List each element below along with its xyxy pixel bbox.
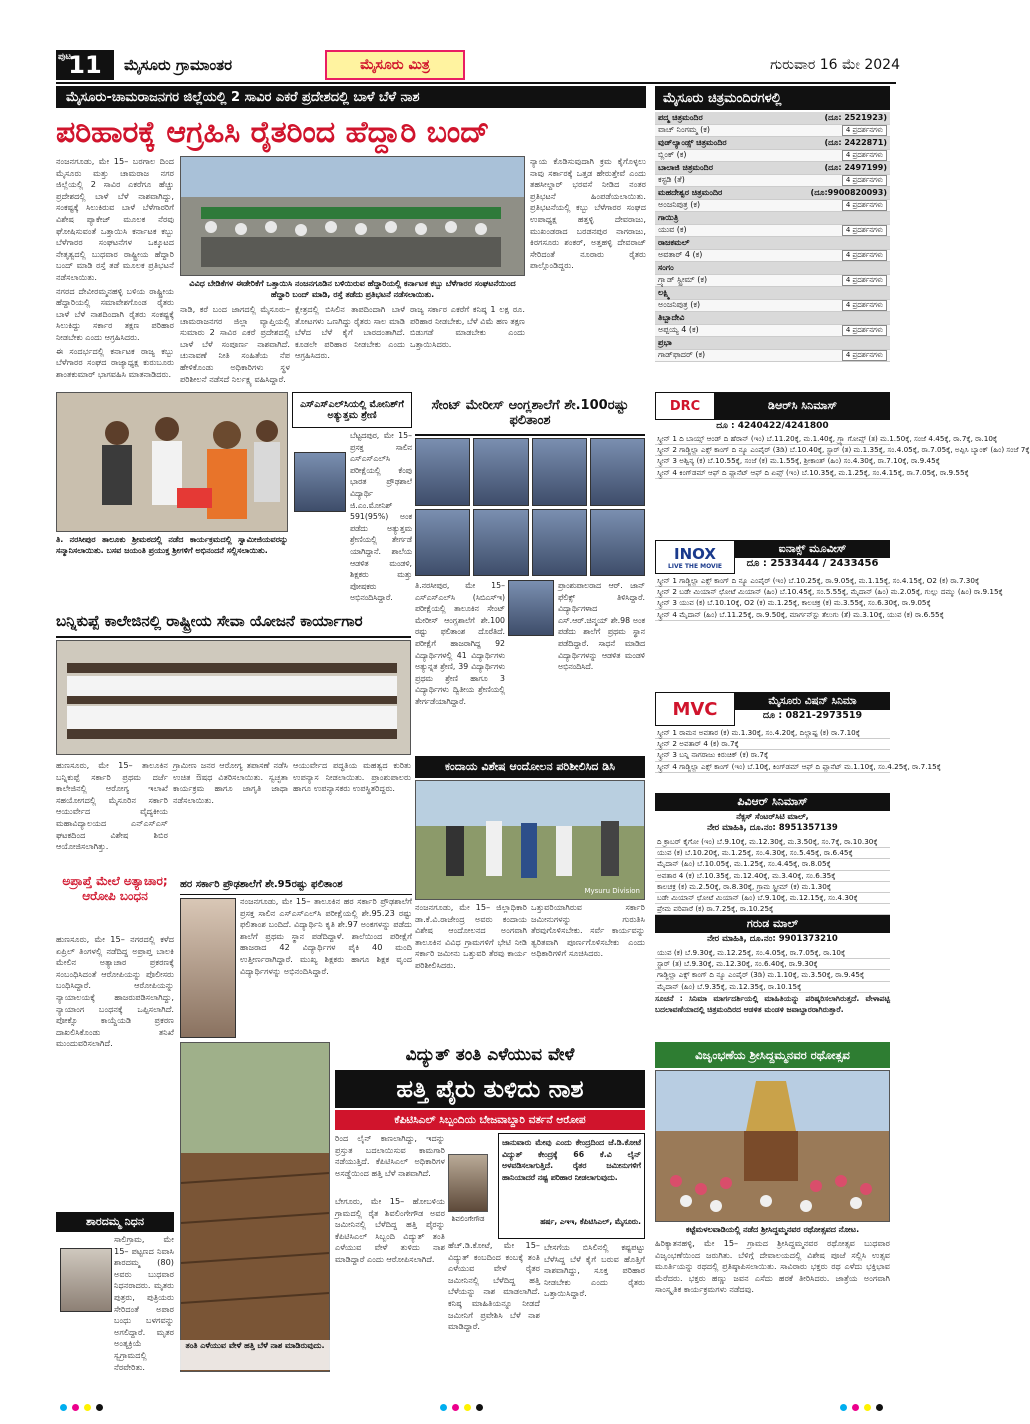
magenta-dot	[72, 1404, 79, 1411]
cinema-name-row	[655, 337, 890, 350]
color-registration-dots-right	[840, 1404, 883, 1411]
cotton-pull-quote-box	[498, 1133, 645, 1239]
shows-count-tag: 4 ಪ್ರದರ್ಶನಗಳು	[842, 175, 887, 186]
cotton-deck: ಕೆಪಿಟಿಸಿಎಲ್ ಸಿಬ್ಬಂದಿಯ ಬೇಜವಾಬ್ದಾರಿ ವರ್ತನೆ ಆರೋಪ	[335, 1110, 645, 1130]
cinema-show: ಗ್ರ್ಯಾಡ್ ಸ್ಟ್ರೀಮ್ (ಕ)	[658, 275, 708, 285]
screen-showtimes: ಸ್ಕ್ರೀನ್ 3 ಯುವ (ಕ) ಬೆ.10.10ಕ್ಕೆ, O2 (ಕ) ಮ.1.25ಕ್ಕೆ, ಕಾಲಚಕ್ರ (ಕ) ಮ.3.55ಕ್ಕೆ, ಸಂ.6.30ಕ್ಕೆ, ರಾ.9.05ಕ್ಕೆ	[655, 598, 890, 609]
screen-showtimes: ಸ್ಕ್ರೀನ್ 1 ದಿ ಬಾಯ್ಸ್ ಆಂಡ್ ದಿ ಹೆರಾನ್ (ಇಂ) ಬೆ.11.20ಕ್ಕೆ, ಮ.1.40ಕ್ಕೆ, ಗ್ರ್ಯಾ ಗೋಪ್ಸ್ (ತ) ಮ.1.50ಕ್ಕೆ, ಸಂಜೆ 4.45ಕ್ಕೆ, ರಾ.7ಕ್ಕೆ, ರಾ.10ಕ್ಕೆ	[655, 434, 890, 445]
black-dot	[476, 1404, 483, 1411]
cinema-show-row	[655, 350, 890, 363]
inox-tagline: LIVE THE MOVIE	[667, 562, 723, 570]
cinema-name-row	[655, 312, 890, 325]
nss-photo-illustration	[57, 641, 410, 754]
cinema-list	[655, 112, 890, 387]
cinema-phone: (ದೂ:9900820093)	[810, 187, 887, 197]
lead-column-4: ರಾಜ್ಯ ಸರ್ಕಾರ ಎಕರೆಗೆ ಕನಿಷ್ಠ 1 ಲಕ್ಷ ರೂ. ಪರಿಹಾರ ನೀಡಬೇಕು, ಬೆಳೆ ವಿಮೆ ಹಣ ತಕ್ಷಣ ಬಿಡುಗಡೆ ಮಾಡಬೇಕು ಎಂದು ಒತ್ತಾಯಿಸಿದರು.	[410, 304, 525, 349]
cinema-phone: (ದೂ: 2497199)	[824, 162, 887, 172]
garuda-phone: ನೇರ ಮಾಹಿತಿ, ದೂ.ನಂ: 9901373210	[707, 934, 838, 944]
shivalingegowda-photo	[448, 1154, 488, 1212]
drc-screens	[655, 434, 1030, 536]
shows-count-tag: 4 ಪ್ರದರ್ಶನಗಳು	[842, 200, 887, 211]
cinema-show-row	[655, 175, 890, 188]
pvr-screens	[655, 837, 890, 913]
shows-count-tag: 4 ಪ್ರದರ್ಶನಗಳು	[842, 300, 887, 311]
rathotsava-head: ವಿಜೃಂಭಣೆಯ ಶ್ರೀಸಿದ್ದಮ್ಮನವರ ರಥೋತ್ಸವ	[655, 1042, 890, 1068]
student-photo	[590, 438, 645, 506]
cinema-phone: (ದೂ: 2422871)	[824, 137, 887, 147]
cotton-field-photo	[180, 1042, 330, 1372]
screen-showtimes: ಕಾಲಚಕ್ರ (ಕ) ಮ.2.50ಕ್ಕೆ, ರಾ.8.30ಕ್ಕೆ, ಗ್ರಾಮ ಸ್ಟ್ರೀಮ್ (ಕ) ಮ.1.30ಕ್ಕೆ	[655, 882, 890, 893]
mvc-logo: MVC	[655, 692, 735, 726]
page-number: 11	[68, 51, 102, 79]
mvc-header	[655, 692, 890, 726]
nss-group-photo	[56, 640, 411, 755]
screen-showtimes: ಸ್ಕ್ರೀನ್ 2 ಅವತಾರ್ 4 (ಕ) ರಾ.7ಕ್ಕೆ	[655, 739, 890, 750]
nss-body: ಹುಣಸೂರು, ಮೇ 15– ತಾಲೂಕಿನ ಬನ್ನಿಕುಪ್ಪೆ ಸರ್ಕಾರಿ ಪ್ರಥಮ ದರ್ಜೆ ಕಾಲೇಜಿನಲ್ಲಿ ಆರೋಗ್ಯ ಇಲಾಖೆ ಸಹಯೋಗದಲ್ಲಿ ಮೈಸೂರಿನ ಸರ್ಕಾರಿ ಆಯುರ್ವೇದ ವೈದ್ಯಕೀಯ ಮಹಾವಿದ್ಯಾಲಯದ ಎನ್‌ಎಸ್‌ಎಸ್ ಘಟಕದಿಂದ ವಿಶೇಷ ಶಿಬಿರ ಆಯೋಜಿಸಲಾಗಿತ್ತು.	[56, 760, 168, 852]
lead-headline: ಪರಿಹಾರಕ್ಕೆ ಆಗ್ರಹಿಸಿ ರೈತರಿಂದ ಹೆದ್ದಾರಿ ಬಂದ್	[56, 114, 490, 150]
obit-body	[56, 1234, 174, 1374]
lead-para: ನಗರದ ದೇವೀರಮ್ಮನಹಳ್ಳಿ ಬಳಿಯ ರಾಷ್ಟ್ರೀಯ ಹೆದ್ದಾರಿಯಲ್ಲಿ ಸಮಾವೇಶಗೊಂಡ ರೈತರು ಬಾಳೆ ಬೆಳೆ ನಾಶದಿಂದಾಗಿ ರೈತರು ಸಂಕಷ್ಟಕ್ಕೆ ಸಿಲುಕಿದ್ದು ಸರ್ಕಾರ ತಕ್ಷಣ ಪರಿಹಾರ ನೀಡಬೇಕು ಎಂದು ಆಗ್ರಹಿಸಿದರು.	[56, 285, 174, 342]
mvc-name-block	[735, 692, 890, 726]
drc-logo: DRC	[655, 392, 715, 420]
stmarys-head: ಸೇಂಟ್‌ ಮೇರೀಸ್‌ ಆಂಗ್ಲಶಾಲೆಗೆ ಶೇ.100ರಷ್ಟು ಫಲಿತಾಂಶ	[415, 392, 645, 436]
cinema-name-row	[655, 137, 890, 150]
rathotsava-photo-illustration	[656, 1071, 889, 1221]
shows-count-tag: 4 ಪ್ರದರ್ಶನಗಳು	[842, 225, 887, 236]
student-photo	[532, 509, 587, 577]
student-photo	[415, 509, 470, 577]
screen-showtimes: ಗಾಡ್ಜಿಲ್ಲಾ ಎಕ್ಸ್ ಕಾಂಗ್ ದಿ ನ್ಯೂ ಎಂಪೈರ್ (3ಡಿ) ಮ.1.10ಕ್ಕೆ, ಮ.3.50ಕ್ಕೆ, ರಾ.9.45ಕ್ಕೆ	[655, 970, 890, 981]
protest-photo	[180, 156, 525, 276]
cinema-note: ಸೂಚನೆ : ಸಿನಿಮಾ ಮಾರ್ಗದರ್ಶಿಯಲ್ಲಿ ಮಾಹಿತಿಯನ್ನು ಪರಿಷ್ಕರಿಸಲಾಗಿರುತ್ತದೆ. ವೇಳಾಪಟ್ಟಿ ಬದಲಾವಣೆಯಾದಲ್ಲಿ ಚಿತ್ರಮಂದಿರದ ಆಡಳಿತ ಮಂಡಳಿ ಜವಾಬ್ದಾರರಾಗಿರುತ್ತಾರೆ.	[655, 994, 890, 1014]
screen-showtimes: ಸ್ಕ್ರೀನ್ 2 ಬಡೇ ಮಿಯಾನ್ ಛೋಟೆ ಮಿಯಾನ್ (ಹಿಂ) ಬೆ.10.45ಕ್ಕೆ, ಸಂ.5.55ಕ್ಕೆ, ಮೈದಾನ್ (ಹಿಂ) ಮ.2.05ಕ್ಕೆ, ಗುಲ್ಲು ದಮ್ಮು (ಹಿಂ) ರಾ.9.15ಕ್ಕೆ	[655, 587, 890, 598]
cinema-name-row	[655, 112, 890, 125]
page-number-badge	[56, 50, 114, 80]
obit-text: ಸಾಲಿಗ್ರಾಮ, ಮೇ 15– ಪಟ್ಟಣದ ನಿವಾಸಿ ಶಾರದಮ್ಮ (80) ಅವರು ಬುಧವಾರ ನಿಧನರಾದರು. ಮೃತರು ಪುತ್ರರು, ಪುತ್ರಿಯರು ಸೇರಿದಂತೆ ಅಪಾರ ಬಂಧು ಬಳಗವನ್ನು ಅಗಲಿದ್ದಾರೆ. ಮೃತರ ಅಂತ್ಯಕ್ರಿಯೆ ಸ್ವಗ್ರಾಮದಲ್ಲಿ ನೆರವೇರಿತು.	[114, 1234, 174, 1372]
cinema-name: ತಿಬ್ಬಾದೇವಿ	[658, 312, 685, 322]
rathotsava-photo	[655, 1070, 890, 1222]
section-name: ಮೈಸೂರು ಗ್ರಾಮಾಂತರ	[124, 56, 233, 74]
cinema-show: ಯುವ (ಕ)	[658, 225, 687, 235]
inox-name: ಐನಾಕ್ಸ್ ಮೂವೀಸ್	[735, 540, 890, 558]
screen-showtimes: ಸ್ಕ್ರೀನ್ 4 ಮೈದಾನ್ (ಹಿಂ) ಬೆ.11.25ಕ್ಕೆ, ರಾ.9.50ಕ್ಕೆ, ಮಾರ್ಗನ್‌ಸ್ಟು ತೆಲುಗು (ತೆ) ಮ.3.10ಕ್ಕೆ, ಯುವ (ಕ) ರಾ.6.55ಕ್ಕೆ	[655, 610, 890, 621]
assault-body: ಹುಣಸೂರು, ಮೇ 15– ನಗರದಲ್ಲಿ ಕಳೆದ ಏಪ್ರಿಲ್ ತಿಂಗಳಲ್ಲಿ ನಡೆದಿದ್ದ ಅಪ್ರಾಪ್ತ ಬಾಲಕಿ ಮೇಲಿನ ಅತ್ಯಾಚಾರ ಪ್ರಕರಣಕ್ಕೆ ಸಂಬಂಧಿಸಿದಂತೆ ಆರೋಪಿಯನ್ನು ಪೊಲೀಸರು ಬಂಧಿಸಿದ್ದಾರೆ. ಆರೋಪಿಯನ್ನು ನ್ಯಾಯಾಲಯಕ್ಕೆ ಹಾಜರುಪಡಿಸಲಾಗಿದ್ದು, ನ್ಯಾಯಾಂಗ ಬಂಧನಕ್ಕೆ ಒಪ್ಪಿಸಲಾಗಿದೆ. ಪೋಕ್ಸೊ ಕಾಯ್ದೆಯಡಿ ಪ್ರಕರಣ ದಾಖಲಿಸಿಕೊಂಡು ತನಿಖೆ ಮುಂದುವರಿಸಲಾಗಿದೆ.	[56, 934, 174, 1049]
shows-count-tag: 4 ಪ್ರದರ್ಶನಗಳು	[842, 275, 887, 286]
mvc-screens	[655, 728, 941, 790]
cotton-body: ರಿಂದ ಲೈನ್‌ ಕಾಣಲಾಗಿದ್ದು, ಇದನ್ನು ಪ್ರಸ್ತುತ ಬದಲಾಯಿಸುವ ಕಾಮಗಾರಿ ನಡೆಯುತ್ತಿದೆ. ಕೆಪಿಟಿಸಿಎಲ್ ಅಧಿಕಾರಿಗಳ ಅಸಡ್ಡೆಯಿಂದ ಹತ್ತಿ ಬೆಳೆ ನಾಶವಾಗಿದೆ.	[335, 1133, 445, 1178]
cinema-name-row	[655, 187, 890, 200]
cinema-name-row	[655, 162, 890, 175]
screen-showtimes: ಸ್ಕ್ರೀನ್ 1 ಗಾಡ್ಜಿಲ್ಲಾ ಎಕ್ಸ್ ಕಾಂಗ್ ದಿ ನ್ಯೂ ಎಂಪೈರ್ (ಇಂ) ಬೆ.10.25ಕ್ಕೆ, ರಾ.9.05ಕ್ಕೆ, ಮ.1.15ಕ್ಕೆ, ಸಂ.4.15ಕ್ಕೆ, O2 (ಕ) ರಾ.7.30ಕ್ಕೆ	[655, 576, 890, 587]
swamiji-caption: ತಿ. ನರಸೀಪುರ ತಾಲೂಕು ಶ್ರೀಮಠದಲ್ಲಿ ನಡೆದ ಕಾರ್ಯಕ್ರಮದಲ್ಲಿ ಸ್ವಾಮೀಜಿಯವರನ್ನು ಸನ್ಮಾನಿಸಲಾಯಿತು. ಬಸವ ಜಯಂತಿ ಪ್ರಯುಕ್ತ ಶ್ರೀಗಳಿಗೆ ಅಭಿನಂದನೆ ಸಲ್ಲಿಸಲಾಯಿತು.	[56, 535, 288, 555]
shows-count-tag: 4 ಪ್ರದರ್ಶನಗಳು	[842, 250, 887, 261]
garuda-screens	[655, 948, 890, 992]
masthead-rule	[56, 82, 896, 84]
cinema-name: ಬಾಲಾಜಿ ಚಿತ್ರಮಂದಿರ	[658, 162, 713, 172]
cinema-show-row	[655, 200, 890, 213]
lead-column-3: ಕ್ಷೇತ್ರದಲ್ಲಿ ಬಿಸಿಲಿನ ತಾಪದಿಂದಾಗಿ ಬಾಳೆ ತೋಟಗಳು ಒಣಗಿದ್ದು ರೈತರು ಸಾಲ ಮಾಡಿ ಬೆಳೆದ ಬೆಳೆ ಕೈಗೆ ಬಾರದಂತಾಗಿದೆ. ಕೂಡಲೇ ಪರಿಹಾರ ನೀಡಬೇಕು ಎಂದು ಆಗ್ರಹಿಸಿದರು.	[295, 304, 405, 361]
screen-showtimes: ಸ್ಟಾರ್ (ತ) ಬೆ.9.30ಕ್ಕೆ, ಮ.12.30ಕ್ಕೆ, ಸಂ.6.40ಕ್ಕೆ, ರಾ.9.30ಕ್ಕೆ	[655, 959, 890, 970]
drc-phone: ದೂ : 4240422/4241800	[716, 421, 829, 431]
cinema-name: ಪ್ರಭಾ	[658, 337, 672, 347]
screen-showtimes: ಮೈದಾನ್ (ಹಿಂ) ಬೆ.9.35ಕ್ಕೆ, ಮ.12.35ಕ್ಕೆ, ರಾ.10.15ಕ್ಕೆ	[655, 982, 890, 993]
cotton-photo-illustration	[181, 1043, 329, 1371]
assault-head: ಅಪ್ರಾಪ್ತೆ ಮೇಲೆ ಅತ್ಯಾಚಾರ; ಆರೋಪಿ ಬಂಧನ	[62, 874, 168, 903]
kandaya-photo-text: Mysuru Division	[584, 887, 640, 895]
garuda-name: ಗರುಡ ಮಾಲ್	[655, 915, 890, 933]
cinema-listing-head: ಮೈಸೂರು ಚಿತ್ರಮಂದಿರಗಳಲ್ಲಿ	[655, 86, 890, 110]
screen-showtimes: ಸ್ಕ್ರೀನ್ 1 ರಾಮನ ಅವತಾರ (ಕ) ಮ.1.30ಕ್ಕೆ, ಸಂ.4.20ಕ್ಕೆ, ದಿಲ್ಲಾಷ್ಟ (ಕ) ರಾ.7.10ಕ್ಕೆ	[655, 728, 890, 739]
cotton-body-2: ಬೇಗೂರು, ಮೇ 15– ಹೋಬಳಿಯ ಗ್ರಾಮದಲ್ಲಿ ರೈತ ಶಿವಲಿಂಗೇಗೌಡ ಅವರ ಜಮೀನಿನಲ್ಲಿ ಬೆಳೆದಿದ್ದ ಹತ್ತಿ ಪೈರನ್ನು ಕೆಪಿಟಿಸಿಎಲ್ ಸಿಬ್ಬಂದಿ ವಿದ್ಯುತ್ ತಂತಿ ಎಳೆಯುವ ವೇಳೆ ತುಳಿದು ನಾಶ ಮಾಡಿದ್ದಾರೆ ಎಂದು ಆರೋಪಿಸಲಾಗಿದೆ.	[335, 1196, 445, 1264]
cinema-show-row	[655, 125, 890, 138]
screen-showtimes: ಸ್ಕ್ರೀನ್ 3 ಬನ್ನಿ ನಾಗರಾಜು ಕಿರುಚಿಕ್ (ಕ) ರಾ.7ಕ್ಕೆ	[655, 750, 890, 761]
screen-showtimes: ಸ್ಕ್ರೀನ್ 4 ಕಿಂಗ್‌ಡಮ್ ಆಫ್ ದಿ ಪ್ಲಾನೆಟ್ ಆಫ್ ದಿ ಏಪ್ಸ್ (ಇಂ) ಬೆ.10.35ಕ್ಕೆ, ಮ.1.25ಕ್ಕೆ, ಸಂ.4.15ಕ್ಕೆ, ರಾ.7.05ಕ್ಕೆ, ರಾ.9.55ಕ್ಕೆ	[655, 468, 890, 479]
yellow-dot	[864, 1404, 871, 1411]
mvc-name: ಮೈಸೂರು ವಿಷನ್ ಸಿನಿಮಾ	[735, 692, 890, 710]
nss-body-2: ಗ್ರಾಮೀಣ ಜನರ ಆರೋಗ್ಯ ತಪಾಸಣೆ ನಡೆಸಿ ಉಚಿತ ಔಷಧ ವಿತರಿಸಲಾಯಿತು. ಸ್ವಚ್ಛತಾ ಕಾರ್ಯಕ್ರಮ ಹಾಗೂ ಜಾಗೃತಿ ಜಾಥಾ ನಡೆಸಲಾಯಿತು.	[173, 760, 288, 805]
cotton-photo-caption: ತಂತಿ ಎಳೆಯುವ ವೇಳೆ ಹತ್ತಿ ಬೆಳೆ ನಾಶ ಮಾಡಿರುವುದು.	[180, 1340, 330, 1370]
kruthi-photo	[180, 898, 236, 1038]
page-label: ಪುಟ	[58, 52, 72, 62]
harasarkari-body: ನಂಜನಗೂಡು, ಮೇ 15– ತಾಲೂಕಿನ ಹರ ಸರ್ಕಾರಿ ಪ್ರೌಢಶಾಲೆಗೆ ಪ್ರಸಕ್ತ ಸಾಲಿನ ಎಸ್‌ಎಸ್‌ಎಲ್‌ಸಿ ಪರೀಕ್ಷೆಯಲ್ಲಿ ಶೇ.95.23 ರಷ್ಟು ಫಲಿತಾಂಶ ಬಂದಿದೆ. ವಿದ್ಯಾರ್ಥಿನಿ ಕೃತಿ ಶೇ.97 ಅಂಕಗಳನ್ನು ಪಡೆದು ಶಾಲೆಗೆ ಪ್ರಥಮ ಸ್ಥಾನ ಪಡೆದಿದ್ದಾಳೆ. ಶಾಲೆಯಿಂದ ಪರೀಕ್ಷೆಗೆ ಹಾಜರಾದ 42 ವಿದ್ಯಾರ್ಥಿಗಳ ಪೈಕಿ 40 ಮಂದಿ ಉತ್ತೀರ್ಣರಾಗಿದ್ದಾರೆ. ಮುಖ್ಯ ಶಿಕ್ಷಕರು ಹಾಗೂ ಶಿಕ್ಷಕ ವೃಂದ ವಿದ್ಯಾರ್ಥಿಗಳನ್ನು ಅಭಿನಂದಿಸಿದ್ದಾರೆ.	[240, 896, 412, 976]
cinema-show-row	[655, 275, 890, 288]
inox-header	[655, 540, 890, 574]
screen-showtimes: ಬಡೇ ಮಿಯಾನ್ ಛೋಟೆ ಮಿಯಾನ್ (ಹಿಂ) ಬೆ.9.10ಕ್ಕೆ, ಮ.12.15ಕ್ಕೆ, ಸಂ.4.30ಕ್ಕೆ	[655, 893, 890, 904]
pvr-name: ಪಿವಿಆರ್ ಸಿನಿಮಾಸ್	[655, 793, 890, 811]
cotton-pull-quote: ಜಾನುವಾರು ಮೇವು ಎಂದು ಕೇಂದ್ರದಿಂದ ಜೆ.ಡಿ.ಕೋಟೆ ವಿದ್ಯುತ್ ಕೇಂದ್ರಕ್ಕೆ 66 ಕೆ.ವಿ ಲೈನ್ ಅಳವಡಿಸಲಾಗುತ್ತಿದೆ. ರೈತರ ಜಮೀನುಗಳಿಗೆ ಹಾನಿಯಾದರೆ ನಷ್ಟ ಪರಿಹಾರ ನೀಡಲಾಗುವುದು.	[502, 1138, 641, 1182]
lead-para: ನಂಜನಗೂಡು, ಮೇ 15– ಬರಗಾಲ ದಿಂದ ಮೈಸೂರು ಮತ್ತು ಚಾಮರಾಜ ನಗರ ಜಿಲ್ಲೆಯಲ್ಲಿ 2 ಸಾವಿರ ಎಕರೆಗೂ ಹೆಚ್ಚು ಪ್ರದೇಶದಲ್ಲಿ ಬಾಳೆ ಬೆಳೆ ನಾಶವಾಗಿದ್ದು, ಸಂಕಷ್ಟಕ್ಕೆ ಸಿಲುಕಿರುವ ಬಾಳೆ ಬೆಳೆಗಾರರಿಗೆ ವಿಶೇಷ ಪ್ಯಾಕೇಜ್ ಮೂಲಕ ನೆರವು ಘೋಷಿಸುವಂತೆ ಒತ್ತಾಯಿಸಿ ಕರ್ನಾಟಕ ಕಬ್ಬು ಬೆಳೆಗಾರರ ಸಂಘಟನೆಗಳ ಒಕ್ಕೂಟದ ನೇತೃತ್ವದಲ್ಲಿ ಬುಧವಾರ ರಾಷ್ಟ್ರೀಯ ಹೆದ್ದಾರಿ ಬಂದ್ ಮಾಡಿ ರಸ್ತೆ ತಡೆ ಮೂಲಕ ಪ್ರತಿಭಟನೆ ನಡೆಸಲಾಯಿತು.	[56, 156, 174, 282]
magenta-dot	[852, 1404, 859, 1411]
magenta-dot	[452, 1404, 459, 1411]
yellow-dot	[464, 1404, 471, 1411]
screen-showtimes: ಅವತಾರ 4 (ಕ) ಬೆ.10.35ಕ್ಕೆ, ಮ.12.40ಕ್ಕೆ, ಮ.3.40ಕ್ಕೆ, ಸಂ.6.35ಕ್ಕೆ	[655, 871, 890, 882]
shows-count-tag: 4 ಪ್ರದರ್ಶನಗಳು	[842, 325, 887, 336]
nss-body-3: ಆಯುರ್ವೇದ ಪದ್ಧತಿಯ ಮಹತ್ವದ ಕುರಿತು ಉಪನ್ಯಾಸ ನೀಡಲಾಯಿತು. ಪ್ರಾಂಶುಪಾಲರು ಹಾಗೂ ಉಪನ್ಯಾಸಕರು ಉಪಸ್ಥಿತರಿದ್ದರು.	[293, 760, 411, 794]
cyan-dot	[60, 1404, 67, 1411]
student-photo	[473, 438, 528, 506]
pvr-sub: ನೆಕ್ಸಸ್ ಸೆಂಟರ್‌ಸಿಟಿ ಮಾಲ್,	[736, 812, 809, 821]
lead-column-1	[56, 156, 174, 390]
cinema-name-row	[655, 237, 890, 250]
edition-date: ಗುರುವಾರ 16 ಮೇ 2024	[770, 57, 900, 73]
swamiji-photo-illustration	[57, 393, 287, 531]
yellow-dot	[84, 1404, 91, 1411]
cinema-show: ಅಪ್ಪಯ್ಯ 4 (ಕ)	[658, 325, 699, 335]
black-dot	[96, 1404, 103, 1411]
lead-kicker: ಮೈಸೂರು-ಚಾಮರಾಜನಗರ ಜಿಲ್ಲೆಯಲ್ಲಿ 2 ಸಾವಿರ ಎಕರೆ ಪ್ರದೇಶದಲ್ಲಿ ಬಾಳೆ ಬೆಳೆ ನಾಶ	[56, 86, 646, 108]
screen-showtimes: ಮೈದಾನ್ (ಹಿಂ) ಬೆ.10.05ಕ್ಕೆ, ಮ.1.25ಕ್ಕೆ, ಸಂ.4.45ಕ್ಕೆ, ರಾ.8.05ಕ್ಕೆ	[655, 859, 890, 870]
lead-para: ಈ ಸಂದರ್ಭದಲ್ಲಿ ಕರ್ನಾಟಕ ರಾಜ್ಯ ಕಬ್ಬು ಬೆಳೆಗಾರರ ಸಂಘದ ರಾಜ್ಯಾಧ್ಯಕ್ಷ ಕುರುಬೂರು ಶಾಂತಕುಮಾರ್ ಭಾಗವಹಿಸಿ ಮಾತನಾಡಿದರು.	[56, 345, 174, 379]
cinema-name: ವುಡ್‌ಲ್ಯಾಂಡ್ಸ್ ಚಿತ್ರಮಂದಿರ	[658, 137, 727, 147]
kandaya-head: ಕಂದಾಯ ವಿಶೇಷ ಆಂದೋಲನ ಪರಿಶೀಲಿಸಿದ ಡಿಸಿ	[415, 756, 645, 778]
kandaya-body: ನಂಜನಗೂಡು, ಮೇ 15– ಜಿಲ್ಲಾಧಿಕಾರಿ ಡಾ.ಕೆ.ವಿ.ರಾಜೇಂದ್ರ ಅವರು ಕಂದಾಯ ವಿಶೇಷ ಆಂದೋಲನದ ಅಂಗವಾಗಿ ತಾಲೂಕಿನ ವಿವಿಧ ಗ್ರಾಮಗಳಿಗೆ ಭೇಟಿ ನೀಡಿ ಸರ್ಕಾರಿ ಜಮೀನು ಒತ್ತುವರಿ ತೆರವು ಕಾರ್ಯ ಪರಿಶೀಲಿಸಿದರು.	[415, 902, 527, 970]
cyan-dot	[840, 1404, 847, 1411]
inox-phone: ದೂ : 2533444 / 2433456	[746, 558, 879, 569]
cinema-name: ಲಕ್ಷ್ಮಿ	[658, 287, 670, 297]
sslc-monish-body: ಬೆಟ್ಟದಪುರ, ಮೇ 15– ಪ್ರಸಕ್ತ ಸಾಲಿನ ಎಸ್‌ಎಸ್‌ಎಲ್‌ಸಿ ಪರೀಕ್ಷೆಯಲ್ಲಿ ಕೆಂಪು ಭಾರತ ಪ್ರೌಢಶಾಲೆ ವಿದ್ಯಾರ್ಥಿ ಜಿ.ಎಂ.ಮೋನಿಶ್ 591(95%) ಅಂಕ ಪಡೆದು ಅತ್ಯುತ್ತಮ ಶ್ರೇಣಿಯಲ್ಲಿ ತೇರ್ಗಡೆ ಯಾಗಿದ್ದಾನೆ. ಶಾಲೆಯ ಆಡಳಿತ ಮಂಡಳಿ, ಶಿಕ್ಷಕರು ಮತ್ತು ಪೋಷಕರು ಅಭಿನಂದಿಸಿದ್ದಾರೆ.	[350, 431, 412, 603]
cinema-name: ಪದ್ಮ ಚಿತ್ರಮಂದಿರ	[658, 112, 703, 122]
topper-photo	[508, 580, 554, 636]
student-photo	[415, 438, 470, 506]
shows-count-tag: 4 ಪ್ರದರ್ಶನಗಳು	[842, 150, 887, 161]
rathotsava-body: ಹಿರಿಕ್ಯಾತನಹಳ್ಳಿ, ಮೇ 15– ಗ್ರಾಮದ ಶ್ರೀಸಿದ್ದಮ್ಮನವರ ರಥೋತ್ಸವ ಬುಧವಾರ ವಿಜೃಂಭಣೆಯಿಂದ ಜರುಗಿತು. ಬೆಳಿಗ್ಗೆ ದೇವಾಲಯದಲ್ಲಿ ವಿಶೇಷ ಪೂಜೆ ಸಲ್ಲಿಸಿ ಉತ್ಸವ ಮೂರ್ತಿಯನ್ನು ರಥದಲ್ಲಿ ಪ್ರತಿಷ್ಠಾಪಿಸಲಾಯಿತು. ಸಾವಿರಾರು ಭಕ್ತರು ರಥ ಎಳೆದು ಭಕ್ತಿಭಾವ ಮೆರೆದರು. ಭಕ್ತರು ಹಣ್ಣು ಜವನ ಎಸೆದು ಹರಕೆ ತೀರಿಸಿದರು. ಜಾತ್ರೆಯ ಅಂಗವಾಗಿ ಸಾಂಸ್ಕೃತಿಕ ಕಾರ್ಯಕ್ರಮಗಳು ನಡೆದವು.	[655, 1238, 890, 1295]
cotton-kicker: ವಿದ್ಯುತ್ ತಂತಿ ಎಳೆಯುವ ವೇಳೆ	[405, 1045, 575, 1065]
screen-showtimes: ಯುವ (ಕ) ಬೆ.10.20ಕ್ಕೆ, ಮ.1.25ಕ್ಕೆ, ಸಂ.4.30ಕ್ಕೆ, ಸಂ.5.45ಕ್ಕೆ, ರಾ.6.45ಕ್ಕೆ	[655, 848, 890, 859]
cinema-show-row	[655, 300, 890, 313]
lead-column-5: ನ್ಯಾಯ ಕೊಡಿಸುವುದಾಗಿ ಕ್ರಮ ಕೈಗೊಳ್ಳಲು ನಾವು ಸರ್ಕಾರಕ್ಕೆ ಒತ್ತಡ ಹೇರುತ್ತೇವೆ ಎಂದು ತಹಸೀಲ್ದಾರ್ ಭರವಸೆ ನೀಡಿದ ನಂತರ ಪ್ರತಿಭಟನೆ ಹಿಂಪಡೆಯಲಾಯಿತು. ಪ್ರತಿಭಟನೆಯಲ್ಲಿ ಕಬ್ಬು ಬೆಳೆಗಾರರ ಸಂಘದ ಉಪಾಧ್ಯಕ್ಷ ಹತ್ತಳ್ಳಿ ದೇವರಾಜು, ಮುಖಂಡರಾದ ಬರಡನಪುರ ನಾಗರಾಜು, ಕಿರಗಸೂರು ಶಂಕರ್, ಅತ್ತಹಳ್ಳಿ ದೇವರಾಜ್ ಸೇರಿದಂತೆ ನೂರಾರು ರೈತರು ಪಾಲ್ಗೊಂಡಿದ್ದರು.	[530, 156, 646, 271]
color-registration-dots-center	[440, 1404, 483, 1411]
brand-logo: ಮೈಸೂರು ಮಿತ್ರ	[325, 50, 465, 80]
cotton-body-3: ಹೆಚ್.ಡಿ.ಕೋಟೆ, ಮೇ 15– ವಿದ್ಯುತ್ ಕಂಬದಿಂದ ಕಂಬಕ್ಕೆ ತಂತಿ ಎಳೆಯುವ ವೇಳೆ ರೈತರ ಜಮೀನಿನಲ್ಲಿ ಬೆಳೆದಿದ್ದ ಹತ್ತಿ ಬೆಳೆಯನ್ನು ನಾಶ ಮಾಡಲಾಗಿದೆ. ಕನಿಷ್ಠ ಮಾಹಿತಿಯನ್ನೂ ನೀಡದೆ ಜಮೀನಿಗೆ ಪ್ರವೇಶಿಸಿ ಬೆಳೆ ನಾಶ ಮಾಡಿದ್ದಾರೆ.	[448, 1240, 540, 1332]
cinema-show-row	[655, 325, 890, 338]
rathotsava-caption: ಕಟ್ಟೆಮಳಲವಾಡಿಯಲ್ಲಿ ನಡೆದ ಶ್ರೀಸಿದ್ದಮ್ಮನವರ ರಥೋತ್ಸವದ ನೋಟ.	[685, 1225, 860, 1234]
obit-head: ಶಾರದಮ್ಮ ನಿಧನ	[56, 1212, 174, 1232]
drc-name: ಡಿಆರ್‌ಸಿ ಸಿನಿಮಾಸ್	[715, 392, 890, 420]
inox-screens	[655, 576, 1003, 688]
shows-count-tag: 4 ಪ್ರದರ್ಶನಗಳು	[842, 125, 887, 136]
protest-photo-caption: ವಿವಿಧ ಬೇಡಿಕೆಗಳ ಈಡೇರಿಕೆಗೆ ಒತ್ತಾಯಿಸಿ ನಂಜನಗೂಡಿನ ಬಳಿಯಿರುವ ಹೆದ್ದಾರಿಯಲ್ಲಿ ಕರ್ನಾಟಕ ಕಬ್ಬು ಬೆಳೆಗಾರರ ಸಂಘಟನೆಯಿಂದ ಹೆದ್ದಾರಿ ಬಂದ್ ಮಾಡಿ, ರಸ್ತೆ ತಡೆದು ಪ್ರತಿಭಟನೆ ನಡೆಸಲಾಯಿತು.	[189, 279, 516, 299]
screen-showtimes: ಸ್ಕ್ರೀನ್ 2 ಗಾಡ್ಜಿಲ್ಲಾ ಎಕ್ಸ್ ಕಾಂಗ್ ದಿ ನ್ಯೂ ಎಂಪೈರ್ (3ಡಿ) ಬೆ.10.40ಕ್ಕೆ, ಸ್ಟಾರ್ (ತ) ಮ.1.35ಕ್ಕೆ, ಸಂ.4.05ಕ್ಕೆ, ರಾ.7.05ಕ್ಕೆ, ಅಪ್ಪಿಸಿ ಬ್ಯಾಂಕ್ (ಹಿಂ) ಸಂಜೆ 7ಕ್ಕೆ	[655, 445, 890, 456]
student-photo	[590, 509, 645, 577]
cinema-name: ಗಾಯಿತ್ರಿ	[658, 212, 679, 222]
cinema-name-row	[655, 262, 890, 275]
screen-showtimes: ಪ್ರೇಮ ಪರಿಪಾರೆ (ಕ) ರಾ.7.25ಕ್ಕೆ, ರಾ.10.25ಕ್ಕೆ	[655, 904, 890, 915]
protest-photo-illustration	[181, 157, 524, 275]
cinema-name: ಮಹದೇಶ್ವರ ಚಿತ್ರಮಂದಿರ	[658, 187, 723, 197]
screen-showtimes: ಯುವ (ಕ) ಬೆ.9.30ಕ್ಕೆ, ಮ.12.25ಕ್ಕೆ, ಸಂ.4.05ಕ್ಕೆ, ರಾ.7.05ಕ್ಕೆ, ರಾ.10ಕ್ಕೆ	[655, 948, 890, 959]
cyan-dot	[440, 1404, 447, 1411]
lead-column-2: ನಾಡಿ, ಕರೆ ಬಂದ ಜಾಗದಲ್ಲಿ ಮೈಸೂರು–ಚಾಮರಾಜನಗರ ಜಿಲ್ಲಾ ವ್ಯಾಪ್ತಿಯಲ್ಲಿ ಸುಮಾರು 2 ಸಾವಿರ ಎಕರೆ ಪ್ರದೇಶದಲ್ಲಿ ಬಾಳೆ ಬೆಳೆ ಸಂಪೂರ್ಣ ನಾಶವಾಗಿದೆ. ಚುನಾವಣೆ ನೀತಿ ಸಂಹಿತೆಯ ನೆಪ ಹೇಳಿಕೊಂಡು ಅಧಿಕಾರಿಗಳು ಸ್ಥಳ ಪರಿಶೀಲನೆ ನಡೆಸದೆ ನಿರ್ಲಕ್ಷ್ಯ ವಹಿಸಿದ್ದಾರೆ.	[180, 304, 290, 384]
kandaya-body-2: ಒತ್ತುವರಿಯಾಗಿರುವ ಸರ್ಕಾರಿ ಜಮೀನುಗಳನ್ನು ಗುರುತಿಸಿ ತೆರವುಗೊಳಿಸಬೇಕು. ಸರ್ವೆ ಕಾರ್ಯವನ್ನು ತ್ವರಿತವಾಗಿ ಪೂರ್ಣಗೊಳಿಸಬೇಕು ಎಂದು ಅಧಿಕಾರಿಗಳಿಗೆ ಸೂಚಿಸಿದರು.	[531, 902, 645, 959]
sslc-monish-head: ಎಸ್‌ಎಸ್‌ಎಲ್‌ಸಿಯಲ್ಲಿ ಮೋನಿಶ್‌ಗೆ ಅತ್ಯುತ್ತಮ ಶ್ರೇಣಿ	[292, 392, 412, 428]
cinema-name-row	[655, 212, 890, 225]
cinema-phone: (ದೂ: 2521923)	[824, 112, 887, 122]
inox-logo-text: INOX	[674, 544, 716, 563]
screen-showtimes: ಸ್ಕ್ರೀನ್ 3 ಅಶ್ವಿನ್ಯ (ಕ) ಬೆ.10.55ಕ್ಕೆ, ಸಂಜೆ (ಕ) ಮ.1.55ಕ್ಕೆ, ಶ್ರೀಕಾಂತ್ (ಹಿಂ) ಸಂ.4.30ಕ್ಕೆ, ರಾ.7.10ಕ್ಕೆ, ರಾ.9.45ಕ್ಕೆ	[655, 456, 890, 467]
cotton-body-4: ಬೇಸಗೆಯ ಬಿಸಿಲಿನಲ್ಲಿ ಕಷ್ಟಪಟ್ಟು ಬೆಳೆಸಿದ್ದ ಬೆಳೆ ಕೈಗೆ ಬರುವ ಹೊತ್ತಿಗೆ ನಾಶವಾಗಿದ್ದು, ಸೂಕ್ತ ಪರಿಹಾರ ನೀಡಬೇಕು ಎಂದು ರೈತರು ಒತ್ತಾಯಿಸಿದ್ದಾರೆ.	[544, 1242, 645, 1299]
cotton-quote-by: ಹರ್ಷ, ಎಇಇ, ಕೆಪಿಟಿಸಿಎಲ್, ಮೈಸೂರು.	[540, 1217, 641, 1226]
drc-header	[655, 392, 890, 420]
stmarys-student-grid	[415, 438, 645, 576]
cinema-name: ಸಂಗಂ	[658, 262, 674, 272]
cinema-show-row	[655, 150, 890, 163]
pvr-phone: ನೇರ ಮಾಹಿತಿ, ದೂ.ನಂ: 8951357139	[707, 823, 838, 833]
swamiji-photo	[56, 392, 288, 532]
shivalingegowda-caption: ಶಿವಲಿಂಗೇಗೌಡ	[451, 1215, 485, 1223]
cinema-name-row	[655, 287, 890, 300]
cinema-show: ಅಂಜನಿಪುತ್ರ (ಕ)	[658, 300, 701, 310]
color-registration-dots-left	[60, 1404, 103, 1411]
cinema-show: ಅವತಾರ್ 4 (ಕ)	[658, 250, 703, 260]
cinema-show: ಗಾಡ್‌ಫಾದರ್ (ಕ)	[658, 350, 706, 360]
kandaya-photo	[415, 780, 645, 900]
stmarys-body-2: ಪ್ರಾಂಶುಪಾಲರಾದ ಆರ್. ಜಾನ್ ಫೆಲಿಕ್ಸ್ ತಿಳಿಸಿದ್ದಾರೆ. ವಿದ್ಯಾರ್ಥಿಗಳಾದ ಎಸ್.ಆರ್.ಚಿನ್ಮಯ್ ಶೇ.98 ಅಂಕ ಪಡೆದು ಶಾಲೆಗೆ ಪ್ರಥಮ ಸ್ಥಾನ ಪಡೆದಿದ್ದಾರೆ. ಸಾಧನೆ ಮಾಡಿದ ವಿದ್ಯಾರ್ಥಿಗಳನ್ನು ಆಡಳಿತ ಮಂಡಳಿ ಅಭಿನಂದಿಸಿದೆ.	[558, 581, 645, 672]
harasarkari-head: ಹರ ಸರ್ಕಾರಿ ಪ್ರೌಢಶಾಲೆಗೆ ಶೇ.95ರಷ್ಟು ಫಲಿತಾಂಶ	[180, 874, 412, 895]
kandaya-photo-illustration	[416, 781, 644, 899]
cinema-show: ಕಸ್ಟಡಿ (ತೆ)	[658, 175, 685, 185]
mvc-phone: ದೂ : 0821-2973519	[762, 710, 863, 721]
cotton-headline: ಹತ್ತಿ ಪೈರು ತುಳಿದು ನಾಶ	[335, 1070, 645, 1108]
cinema-show: ವಾಚ್‌ ನಿಂಗಮ್ಮ (ಕ)	[658, 125, 710, 135]
cinema-show-row	[655, 250, 890, 263]
inox-logo	[655, 540, 735, 574]
cinema-show: ಅಂಜನಿಪುತ್ರ (ಕ)	[658, 200, 701, 210]
cinema-show: ಬ್ಲಿಂಕ್ (ಕ)	[658, 150, 687, 160]
nss-head: ಬನ್ನಿಕುಪ್ಪೆ ಕಾಲೇಜಿನಲ್ಲಿ ರಾಷ್ಟ್ರೀಯ ಸೇವಾ ಯೋಜನೆ ಕಾರ್ಯಾಗಾರ	[56, 606, 411, 638]
cinema-show-row	[655, 225, 890, 238]
cinema-rows	[655, 112, 890, 362]
screen-showtimes: ಸ್ಕ್ರೀನ್ 4 ಗಾಡ್ಜಿಲ್ಲಾ ಎಕ್ಸ್ ಕಾಂಗ್ (ಇಂ) ಬೆ.10ಕ್ಕೆ, ಕಿಂಗ್‌ಡಮ್ ಆಫ್ ದಿ ಪ್ಲಾನೆಟ್ ಮ.1.10ಕ್ಕೆ, ಸಂ.4.25ಕ್ಕೆ, ರಾ.7.15ಕ್ಕೆ	[655, 762, 890, 773]
student-photo	[532, 438, 587, 506]
stmarys-body: ತಿ.ನರಸೀಪುರ, ಮೇ 15– ಎಸ್‌ಎಸ್‌ಎಲ್‌ಸಿ (ಸಿಬಿಎಸ್‌ಇ) ಪರೀಕ್ಷೆಯಲ್ಲಿ ತಾಲೂಕಿನ ಸೇಂಟ್ ಮೇರೀಸ್ ಆಂಗ್ಲಶಾಲೆಗೆ ಶೇ.100 ರಷ್ಟು ಫಲಿತಾಂಶ ದೊರೆತಿದೆ. ಪರೀಕ್ಷೆಗೆ ಹಾಜರಾಗಿದ್ದ 92 ವಿದ್ಯಾರ್ಥಿಗಳಲ್ಲಿ 41 ವಿದ್ಯಾರ್ಥಿಗಳು ಅತ್ಯುನ್ನತ ಶ್ರೇಣಿ, 39 ವಿದ್ಯಾರ್ಥಿಗಳು ಪ್ರಥಮ ಶ್ರೇಣಿ ಹಾಗೂ 3 ವಿದ್ಯಾರ್ಥಿಗಳು ದ್ವಿತೀಯ ಶ್ರೇಣಿಯಲ್ಲಿ ತೇರ್ಗಡೆಯಾಗಿದ್ದಾರೆ.	[415, 581, 505, 706]
black-dot	[876, 1404, 883, 1411]
student-photo	[473, 509, 528, 577]
screen-showtimes: ದಿ ಕ್ರಾಬರ್ ಕೈಗೋ (ಇಂ) ಬೆ.9.10ಕ್ಕೆ, ಮ.12.30ಕ್ಕೆ, ಮ.3.50ಕ್ಕೆ, ಸಂ.7ಕ್ಕೆ, ರಾ.10.30ಕ್ಕೆ	[655, 837, 890, 848]
shows-count-tag: 4 ಪ್ರದರ್ಶನಗಳು	[842, 350, 887, 361]
inox-name-block	[735, 540, 890, 574]
cinema-name: ರಾಜಕಮಲ್	[658, 237, 690, 247]
monish-photo	[294, 452, 346, 512]
